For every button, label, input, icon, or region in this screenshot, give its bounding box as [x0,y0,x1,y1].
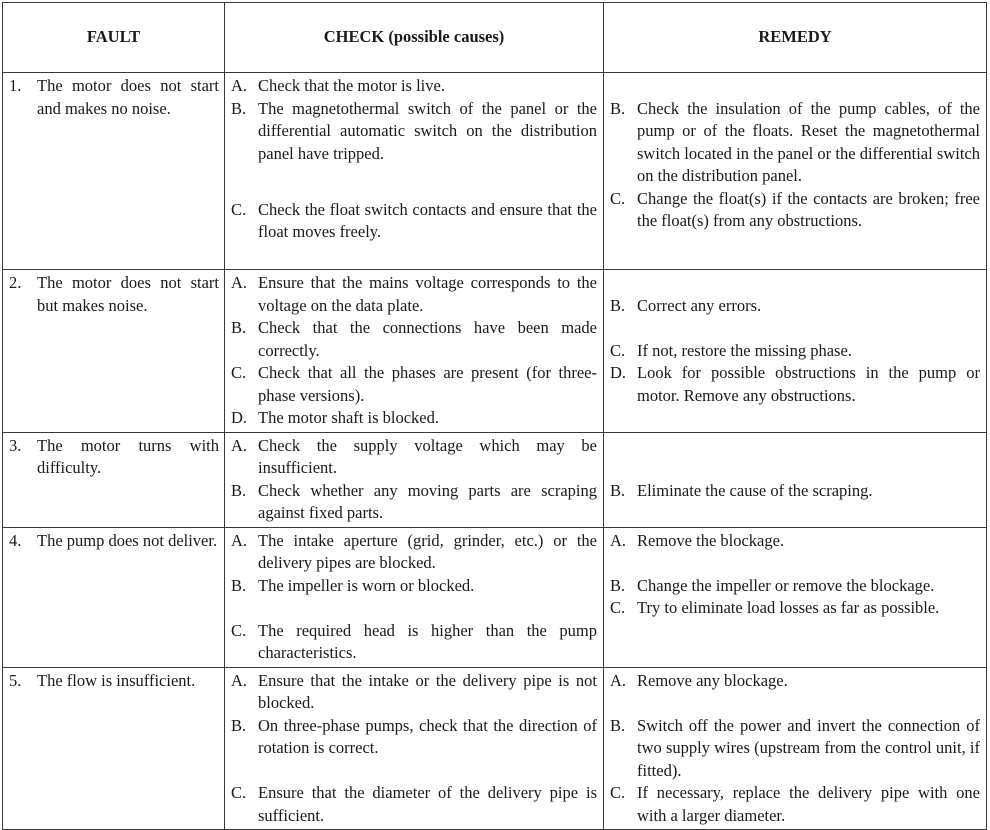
remedy-letter: B. [610,575,626,595]
fault-number: 4. [9,530,22,550]
remedy-cell [604,270,987,433]
remedy-text: Look for possible obstructions in the pump or motor. Remove any obstructions. [637,363,980,405]
check-text: The required head is higher than the pump characteristics. [258,620,597,662]
check-cell [225,432,604,527]
remedy-text: Switch off the power and invert the connection of two supply wires (upstream from the control unit, if fitted). [637,715,980,780]
remedy-cell [604,73,987,270]
check-letter: B. [231,480,247,500]
check-item [231,272,597,317]
check-letter: C. [231,363,247,382]
remedy-item [610,362,980,407]
check-letter: A. [231,530,248,550]
remedy-cell [604,432,987,527]
check-item [231,199,597,244]
check-item [231,620,597,665]
remedy-item [610,530,980,553]
fault-cell [3,527,225,667]
check-item [231,362,597,407]
remedy-letter: A. [610,530,627,550]
check-text: Ensure that the diameter of the delivery pipe is sufficient. [258,783,597,825]
remedy-text: If not, restore the missing phase. [637,340,852,360]
check-cell [225,527,604,667]
check-text: Check that the connections have been made correctly. [258,318,597,360]
remedy-text: Remove any blockage. [637,670,788,690]
remedy-item [610,715,980,783]
check-letter: C. [231,783,247,802]
check-letter: C. [231,199,247,219]
fault-cell [3,432,225,527]
check-text: Ensure that the intake or the delivery pipe is not blocked. [258,670,597,712]
table-row [3,527,987,667]
check-cell [225,667,604,830]
check-text: Check the supply voltage which may be insufficient. [258,435,597,477]
check-letter: B. [231,575,247,595]
check-text: Check the float switch contacts and ensure that the float moves freely. [258,199,597,241]
remedy-letter: B. [610,98,626,118]
fault-number: 3. [9,435,22,455]
remedy-letter: B. [610,295,626,315]
remedy-item [610,480,980,503]
fault-number: 5. [9,670,22,690]
check-letter: A. [231,76,248,95]
check-item [231,317,597,362]
check-letter: A. [231,435,248,455]
remedy-letter: C. [610,188,626,208]
check-letter: A. [231,273,248,292]
remedy-letter: C. [610,598,626,617]
check-letter: A. [231,670,248,690]
check-item [231,75,597,98]
table-row [3,432,987,527]
troubleshooting-table [2,2,987,830]
table-row [3,667,987,830]
remedy-cell [604,527,987,667]
remedy-text: If necessary, replace the delivery pipe with one with a larger diameter. [637,783,980,825]
remedy-cell [604,667,987,830]
check-letter: B. [231,318,247,337]
remedy-letter: A. [610,670,627,690]
check-item [231,98,597,166]
table-row [3,73,987,270]
check-letter: C. [231,620,247,640]
remedy-text: Check the insulation of the pump cables, of the pump or of the floats. Reset the magnetothermal switch located in the panel or the differential switch on the distribution panel. [637,98,980,185]
remedy-item [610,782,980,827]
fault-description: The pump does not deliver. [37,530,218,550]
check-item [231,530,597,575]
fault-description: The motor turns with difficulty. [37,435,219,477]
remedy-text: Correct any errors. [637,295,762,315]
check-item [231,435,597,480]
check-item [231,670,597,715]
remedy-letter: B. [610,715,626,735]
remedy-column-header: REMEDY [604,3,987,73]
fault-description: The flow is insufficient. [37,670,196,690]
header-row [3,3,987,73]
remedy-text: Change the impeller or remove the blockage. [637,575,935,595]
check-text: The intake aperture (grid, grinder, etc.) or the delivery pipes are blocked. [258,530,597,572]
remedy-item [610,597,980,620]
fault-number: 2. [9,273,22,292]
check-item [231,782,597,827]
check-text: Check whether any moving parts are scraping against fixed parts. [258,480,597,522]
table-row [3,270,987,433]
remedy-item [610,188,980,233]
check-text: The motor shaft is blocked. [258,408,440,427]
check-letter: D. [231,408,248,427]
check-text: The magnetothermal switch of the panel or the differential automatic switch on the distribution panel have tripped. [258,98,597,163]
remedy-item [610,670,980,693]
check-text: Check that the motor is live. [258,76,445,95]
check-item [231,715,597,760]
check-text: The impeller is worn or blocked. [258,575,475,595]
fault-description: The motor does not start and makes no noise. [37,76,219,118]
fault-column-header: FAULT [3,3,225,73]
remedy-text: Try to eliminate load losses as far as possible. [637,598,940,617]
remedy-item [610,98,980,188]
check-letter: B. [231,98,247,118]
remedy-text: Change the float(s) if the contacts are broken; free the float(s) from any obstructions. [637,188,980,230]
check-text: On three-phase pumps, check that the direction of rotation is correct. [258,715,597,757]
check-column-header: CHECK (possible causes) [225,3,604,73]
check-cell [225,73,604,270]
check-letter: B. [231,715,247,735]
fault-number: 1. [9,76,22,95]
remedy-item [610,295,980,318]
fault-cell [3,667,225,830]
check-text: Ensure that the mains voltage corresponds to the voltage on the data plate. [258,273,597,315]
fault-description: The motor does not start but makes noise. [37,273,219,315]
check-item [231,575,597,598]
fault-cell [3,73,225,270]
remedy-letter: C. [610,783,626,802]
table-header [3,3,987,73]
remedy-letter: C. [610,340,626,360]
remedy-item [610,575,980,598]
fault-cell [3,270,225,433]
check-cell [225,270,604,433]
check-item [231,407,597,430]
remedy-item [610,340,980,363]
check-item [231,480,597,525]
table-body [3,73,987,830]
remedy-text: Remove the blockage. [637,530,785,550]
check-text: Check that all the phases are present (for three-phase versions). [258,363,597,405]
remedy-letter: B. [610,480,626,500]
remedy-letter: D. [610,363,627,382]
remedy-text: Eliminate the cause of the scraping. [637,480,873,500]
